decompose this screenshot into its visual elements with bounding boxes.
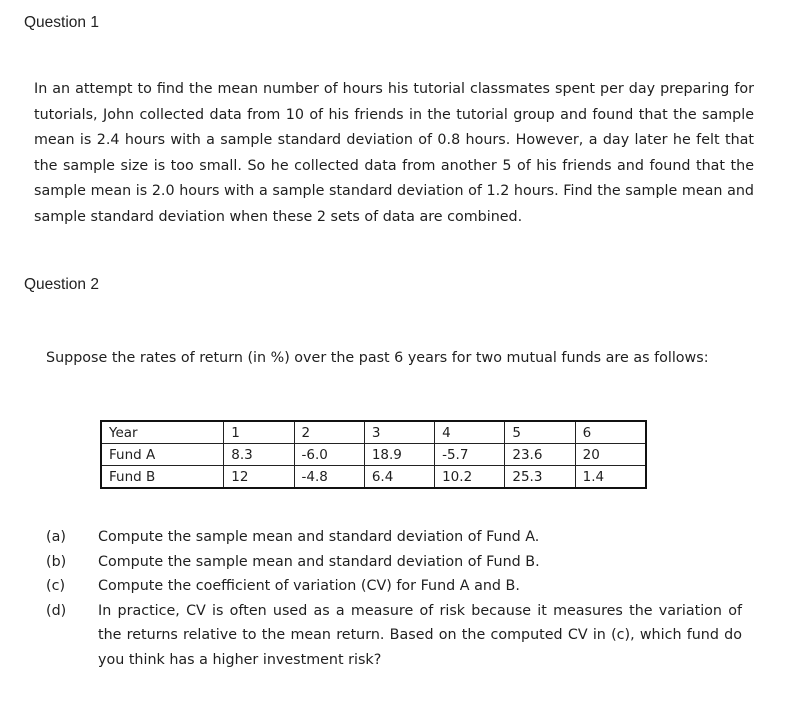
question-2-parts: [46, 525, 742, 672]
part-c: [46, 574, 742, 599]
table-cell: -5.7: [435, 444, 505, 466]
returns-table: [100, 420, 647, 489]
part-b: [46, 550, 742, 575]
part-label: (d): [46, 602, 67, 619]
table-cell: 23.6: [505, 444, 575, 466]
table-cell: -4.8: [294, 466, 364, 489]
table-cell: 25.3: [505, 466, 575, 489]
part-text: Compute the coefficient of variation (CV) for Fund A and B.: [98, 578, 520, 594]
part-text: In practice, CV is often used as a measure of risk because it measures the variation of the returns relative to the mean return. Based on the computed CV in (c), which fund do you think has a higher investment risk?: [98, 602, 742, 668]
part-text: Compute the sample mean and standard deviation of Fund A.: [98, 529, 540, 545]
table-cell: 5: [505, 421, 575, 444]
table-cell: 3: [364, 421, 434, 444]
table-cell: 4: [435, 421, 505, 444]
part-d: [46, 599, 742, 673]
part-label: (c): [46, 578, 66, 594]
table-row-fund-b: [101, 466, 646, 489]
question-1-heading: Question 1: [24, 14, 99, 31]
table-cell: 2: [294, 421, 364, 444]
table-row-year: [101, 421, 646, 444]
part-label: (a): [46, 529, 66, 545]
question-1-text: In an attempt to find the mean number of hours his tutorial classmates spent per day preparing for tutorials, John collected data from 10 of his friends in the tutorial group and found that the sample mean is 2.4 hours with a sample standard deviation of 0.8 hours. However, a day later he felt that the sample size is too small. So he collected data from another 5 of his friends and found that the sample mean is 2.0 hours with a sample standard deviation of 1.2 hours. Find the sample mean and sample standard deviation when these 2 sets of data are combined.: [34, 81, 754, 225]
question-2-intro: Suppose the rates of return (in %) over the past 6 years for two mutual funds are as follows:: [46, 350, 709, 366]
table-cell: 6.4: [364, 466, 434, 489]
part-label: (b): [46, 553, 67, 570]
row-label: Fund A: [101, 444, 224, 466]
table-cell: 8.3: [224, 444, 294, 466]
table-cell: -6.0: [294, 444, 364, 466]
table-cell: 1.4: [575, 466, 646, 489]
row-label: Year: [101, 421, 224, 444]
table-cell: 1: [224, 421, 294, 444]
row-label: Fund B: [101, 466, 224, 489]
table-cell: 20: [575, 444, 646, 466]
part-a: [46, 525, 742, 550]
question-2-heading: Question 2: [24, 276, 99, 293]
table-cell: 6: [575, 421, 646, 444]
table-cell: 10.2: [435, 466, 505, 489]
table-row-fund-a: [101, 444, 646, 466]
table-cell: 12: [224, 466, 294, 489]
part-text: Compute the sample mean and standard deviation of Fund B.: [98, 553, 540, 570]
table-cell: 18.9: [364, 444, 434, 466]
